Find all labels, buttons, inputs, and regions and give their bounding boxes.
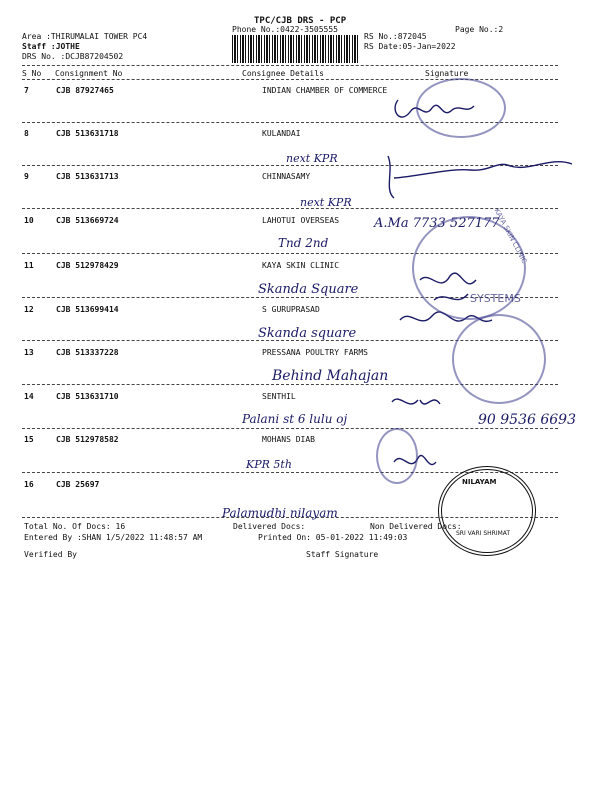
handwritten-note: KPR 5th (246, 458, 292, 471)
row-sno: 14 (24, 392, 34, 401)
handwritten-note: next KPR (300, 196, 352, 209)
phone-number: Phone No.:0422-3505555 (232, 25, 338, 34)
non-delivered-docs: Non Delivered Docs: (370, 522, 462, 531)
handwritten-note: Skanda square (258, 326, 357, 341)
seal-stamp-icon (452, 314, 546, 404)
staff-signature: Staff Signature (306, 550, 379, 559)
row-consignment: CJB 87927465 (56, 86, 114, 95)
col-consignment: Consignment No (55, 69, 123, 78)
seal-stamp-icon (376, 428, 418, 484)
col-consignee: Consignee Details (242, 69, 324, 78)
handwritten-note: A.Ma 7733 527177 (374, 216, 500, 231)
row-consignee: INDIAN CHAMBER OF COMMERCE (262, 86, 388, 95)
row-sno: 15 (24, 435, 34, 444)
total-docs: Total No. Of Docs: 16 (24, 522, 126, 531)
row-sno: 7 (24, 86, 29, 95)
row-consignee: S GURUPRASAD (262, 305, 320, 314)
handwritten-note: Palani st 6 lulu oj (242, 412, 348, 426)
row-consignment: CJB 513631713 (56, 172, 119, 181)
signature-mark (388, 156, 572, 198)
row-consignment: CJB 512978429 (56, 261, 119, 270)
row-sno: 11 (24, 261, 34, 270)
row-consignment: CJB 25697 (56, 480, 100, 489)
handwritten-note: 90 9536 6693 (478, 412, 576, 428)
entered-by: Entered By :SHAN 1/5/2022 11:48:57 AM (24, 533, 203, 542)
row-consignee: CHINNASAMY (262, 172, 311, 181)
row-sno: 13 (24, 348, 34, 357)
row-consignee: PRESSANA POULTRY FARMS (262, 348, 368, 357)
row-consignment: CJB 513631718 (56, 129, 119, 138)
barcode (232, 35, 360, 63)
row-consignee: SENTHIL (262, 392, 296, 401)
handwritten-note: Tnd 2nd (278, 236, 329, 250)
delivered-docs: Delivered Docs: (233, 522, 306, 531)
printed-on: Printed On: 05-01-2022 11:49:03 (258, 533, 408, 542)
row-consignee: KULANDAI (262, 129, 301, 138)
stamp-text: SRI VARI SHRIMAT (456, 530, 511, 537)
verified-by: Verified By (24, 550, 77, 559)
row-consignee: KAYA SKIN CLINIC (262, 261, 340, 270)
row-consignment: CJB 512978582 (56, 435, 119, 444)
row-sno: 10 (24, 216, 34, 225)
row-sno: 9 (24, 172, 29, 181)
row-consignment: CJB 513337228 (56, 348, 119, 357)
handwritten-note: Skanda Square (258, 282, 359, 297)
stamp-text: NILAYAM (462, 478, 497, 486)
row-sno: 12 (24, 305, 34, 314)
report-title: TPC/CJB DRS - PCP (254, 16, 347, 26)
handwritten-note: Palamudhi nilayam (222, 506, 338, 520)
staff-label: Staff :JOTHE (22, 42, 80, 51)
row-consignee: LAHOTUI OVERSEAS (262, 216, 340, 225)
header-rule-top (22, 65, 558, 66)
drs-number: DRS No. :DCJB87204502 (22, 52, 124, 61)
row-consignment: CJB 513631710 (56, 392, 119, 401)
rs-number: RS No.:872045 (364, 32, 427, 41)
row-sno: 16 (24, 480, 34, 489)
col-signature: Signature (425, 69, 469, 78)
row-sno: 8 (24, 129, 29, 138)
area-label: Area :THIRUMALAI TOWER PC4 (22, 32, 148, 41)
handwritten-note: Behind Mahajan (272, 368, 389, 384)
rs-date: RS Date:05-Jan=2022 (364, 42, 456, 51)
stamp-text: SYSTEMS (470, 292, 521, 305)
row-consignment: CJB 513699414 (56, 305, 119, 314)
row-consignment: CJB 513669724 (56, 216, 119, 225)
col-sno: S No (22, 69, 42, 78)
signature-mark (392, 399, 440, 404)
stamp-text: KAYA SKIN CLINIC (492, 207, 529, 265)
row-consignee: MOHANS DIAB (262, 435, 315, 444)
handwritten-note: next KPR (286, 152, 338, 165)
seal-stamp-icon (416, 78, 506, 138)
page-number: Page No.:2 (455, 25, 504, 34)
